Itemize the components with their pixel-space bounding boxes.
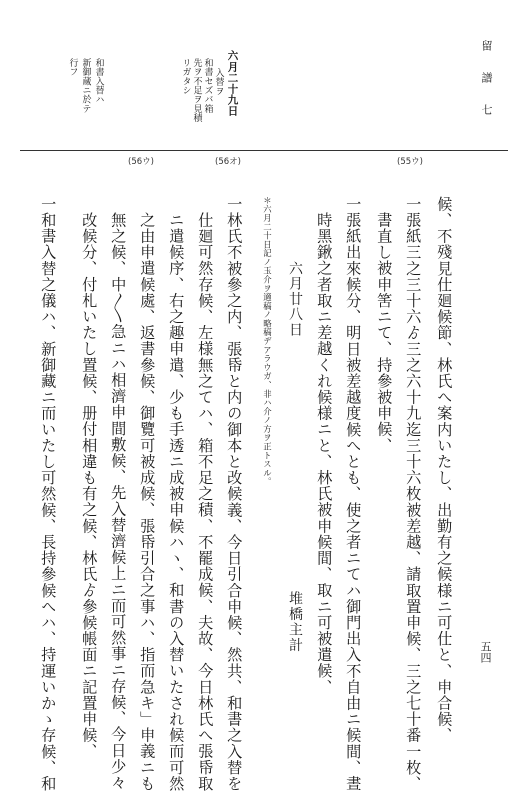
margin-note-line: 和書セズバ箱 — [202, 58, 213, 114]
folio-marker: (55ウ) — [397, 157, 423, 167]
editorial-note: ＊六月二十日記ノ玉介ヲ適稿ノ略稿デアラウガ、非ハ介ノ方ヲ正トスル。 — [262, 196, 273, 487]
margin-note-line: 入替ヲ — [213, 68, 224, 96]
running-title: 留 譜 七 — [480, 40, 493, 119]
margin-note-line: リガタシ — [180, 58, 191, 95]
signature: 堆橋主計 — [287, 591, 303, 653]
body-line: 之由申遣候處、返書參候、御覽可被成候、張帋引合之事ハ、指而急キ」申義ニも — [138, 212, 157, 792]
margin-note-line: 行フ — [67, 58, 78, 77]
body-line: 仕廻可然存候、左様無之てハ、箱不足之積、不罷成候、夫故、今日林氏へ張帋取 — [196, 212, 215, 792]
body-line: 書直し被申筈ニて、持參被申候、 — [375, 212, 394, 454]
body-line: ニ遣候序、右之趣申遣、少も手透ニ成被申候ハヽ、和書の入替いたされ候而可然 — [167, 212, 186, 792]
margin-note-line: 新御蔵ニ於テ — [80, 58, 91, 114]
folio-marker: (56ウ) — [128, 157, 154, 167]
body-line: 一和書入替之儀ハ、新御藏ニ而いたし可然候、長持參候へハ、持運いかゝ存候、和 — [39, 196, 58, 792]
body-line: 改候分、付札いたし置候、册付相違も有之候、林氏ゟ參候帳面ニ記置申候、 — [80, 212, 99, 760]
body-line: 一張紙三之三十六ゟ三之六十九迄三十六枚被差越、請取置申候、三之七十番一枚、 — [404, 196, 423, 792]
margin-date: 六月二十九日 — [226, 50, 239, 117]
page-number: 五四 — [479, 641, 492, 663]
folio-marker: (56オ) — [215, 157, 241, 167]
margin-note-line: 和書入替ハ — [93, 58, 104, 104]
body-line: 候、不殘見仕廻候節、林氏へ案内いたし、出勤有之候様ニ可仕と、申合候、 — [435, 196, 454, 744]
body-line: 時黑鍬之者取ニ差越くれ候様ニと、林氏被申候間、取ニ可被遣候、 — [315, 212, 334, 695]
header-rule — [20, 150, 508, 151]
body-line: 一林氏不被參之内、張帋と内の御本と改候義、今日引合申候、然共、和書之入替を — [225, 196, 244, 792]
body-line: 一張紙出來候分、明日被差越度候へとも、使之者ニてハ御門出入不自由ニ候間、晝 — [344, 196, 363, 792]
entry-date: 六月廿八日 — [287, 261, 303, 338]
body-line: 無之候、中〳〵急ニハ相濟申間敷候、先入替濟候上ニ而可然事ニ存候、今日少々 — [109, 212, 128, 791]
margin-note-line: 先ヲ不足ヲ見積 — [191, 58, 202, 123]
